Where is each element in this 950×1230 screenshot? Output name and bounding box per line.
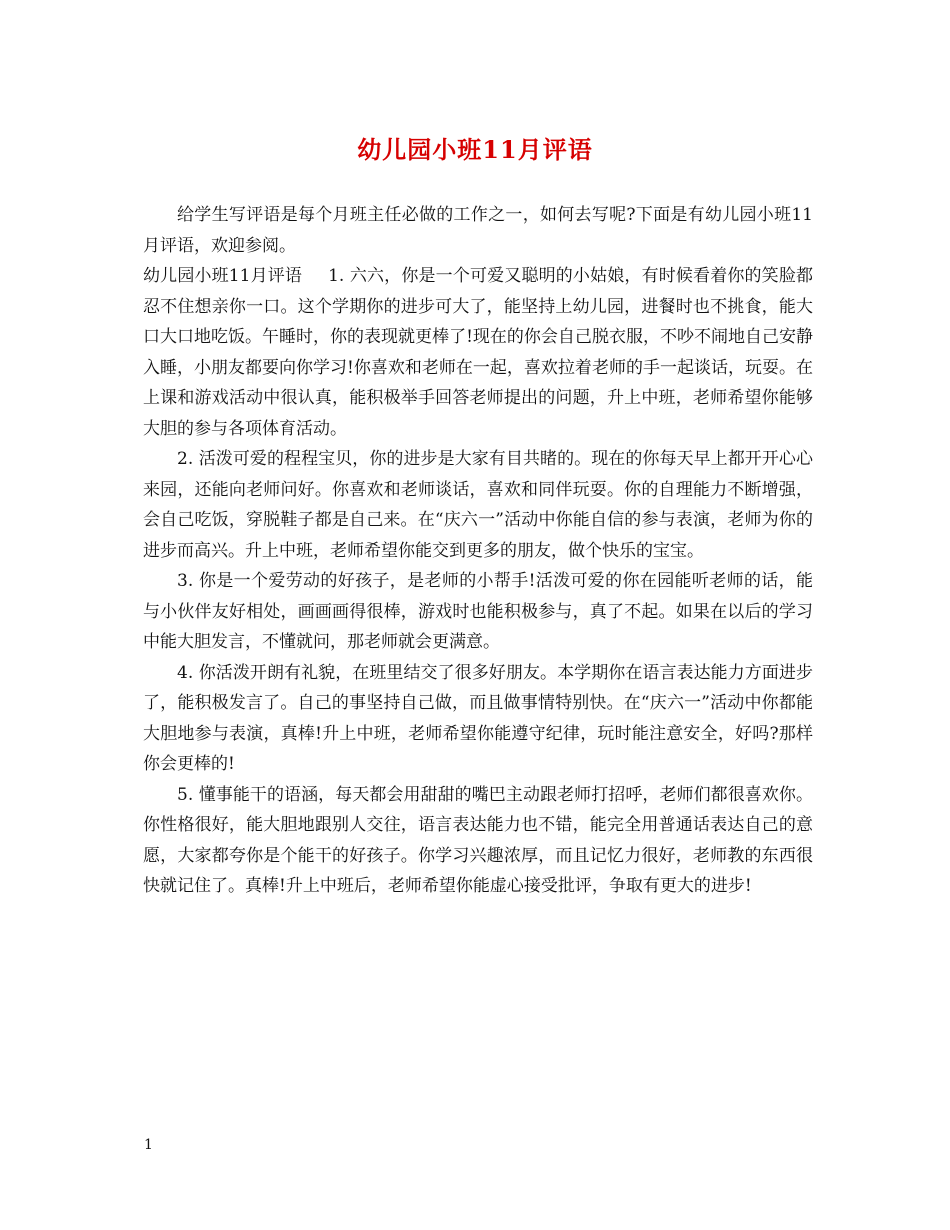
section-heading: 幼儿园小班11月评语 xyxy=(143,266,303,286)
page-number: 1 xyxy=(144,1137,153,1153)
comment-item-1-text: 1. 六六，你是一个可爱又聪明的小姑娘，有时候看着你的笑脸都忍不住想亲你一口。这个学期你的进步可大了，能坚持上幼儿园，进餐时也不挑食，能大口大口地吃饭。午睡时，你的表现就更棒了!现在的你会自己脱衣服，不吵不闹地自己安静入睡，小朋友都要向你学习!你喜欢和老师在一起，喜欢拉着老师的手一起谈话，玩耍。在上课和游戏活动中很认真，能积极举手回答老师提出的问题，升上中班，老师希望你能够大胆的参与各项体育活动。 xyxy=(143,266,814,439)
comment-item-5: 5. 懂事能干的语涵，每天都会用甜甜的嘴巴主动跟老师打招呼，老师们都很喜欢你。你性格很好，能大胆地跟别人交往，语言表达能力也不错，能完全用普通话表达自己的意愿，大家都夸你是个能干的好孩子。你学习兴趣浓厚，而且记忆力很好，老师教的东西很快就记住了。真棒!升上中班后，老师希望你能虚心接受批评，争取有更大的进步! xyxy=(143,784,813,896)
document-title: 幼儿园小班11月评语 xyxy=(357,135,593,164)
comment-item-2: 2. 活泼可爱的程程宝贝，你的进步是大家有目共睹的。现在的你每天早上都开开心心来园，还能向老师问好。你喜欢和老师谈话，喜欢和同伴玩耍。你的自理能力不断增强，会自己吃饭，穿脱鞋子都是自己来。在“庆六一”活动中你能自信的参与表演，老师为你的进步而高兴。升上中班，老师希望你能交到更多的朋友，做个快乐的宝宝。 xyxy=(143,449,813,561)
comment-item-3: 3. 你是一个爱劳动的好孩子，是老师的小帮手!活泼可爱的你在园能听老师的话，能与小伙伴友好相处，画画画得很棒，游戏时也能积极参与，真了不起。如果在以后的学习中能大胆发言，不懂就问，那老师就会更满意。 xyxy=(143,571,813,652)
comment-item-1 xyxy=(143,261,813,444)
intro-paragraph: 给学生写评语是每个月班主任必做的工作之一，如何去写呢?下面是有幼儿园小班11月评语，欢迎参阅。 xyxy=(143,205,813,256)
comment-item-4: 4. 你活泼开朗有礼貌，在班里结交了很多好朋友。本学期你在语言表达能力方面进步了，能积极发言了。自己的事坚持自己做，而且做事情特别快。在“庆六一”活动中你都能大胆地参与表演，真棒!升上中班，老师希望你能遵守纪律，玩时能注意安全，好吗?那样你会更棒的! xyxy=(143,662,813,774)
document-body xyxy=(143,200,813,902)
